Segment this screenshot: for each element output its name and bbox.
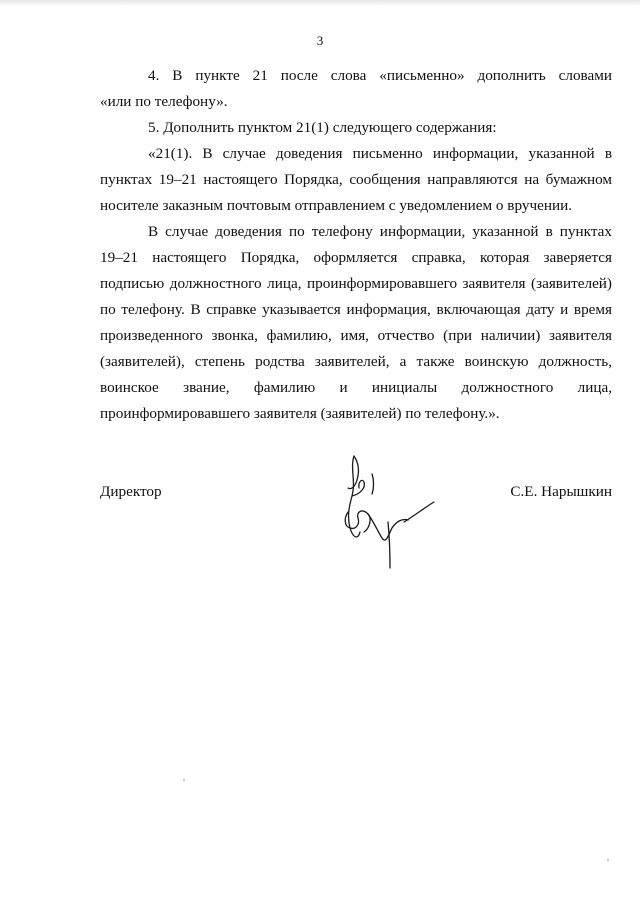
page-top-edge [0,0,640,6]
scan-speck [607,859,609,861]
signatory-name: С.Е. Нарышкин [510,483,612,500]
page-number: 3 [316,33,324,48]
paragraph-item-5: 5. Дополнить пунктом 21(1) следующего содержания: [148,119,497,136]
signatory-role: Директор [100,483,162,500]
handwritten-signature [330,452,450,572]
paragraph-item-4-line-2: «или по телефону». [100,93,228,110]
scan-speck [183,779,185,781]
paragraph-point-21-1: «21(1). В случае доведения письменно информации, указанной в пунктах 19–21 настоящего Порядка, сообщения направляются на бумажном носителе заказным почтовым отправлением с уведомлением о вручении. [100,145,612,214]
paragraph-phone-notice: В случае доведения по телефону информации, указанной в пунктах 19–21 настоящего Порядка, оформляется справка, которая заверяется подписью должностного лица, проинформировавшего заявителя (заявителей) по телефону. В справке указывается информация, включающая дату и время произведенного звонка, фамилию, имя, отчество (при наличии) заявителя (заявителей), степень родства заявителей, а также воинскую должность, воинское звание, фамилию и инициалы должностного лица, проинформировавшего заявителя (заявителей) по телефону.». [100,223,612,422]
paragraph-item-4-line-1: 4. В пункте 21 после слова «письменно» дополнить словами [148,67,612,84]
